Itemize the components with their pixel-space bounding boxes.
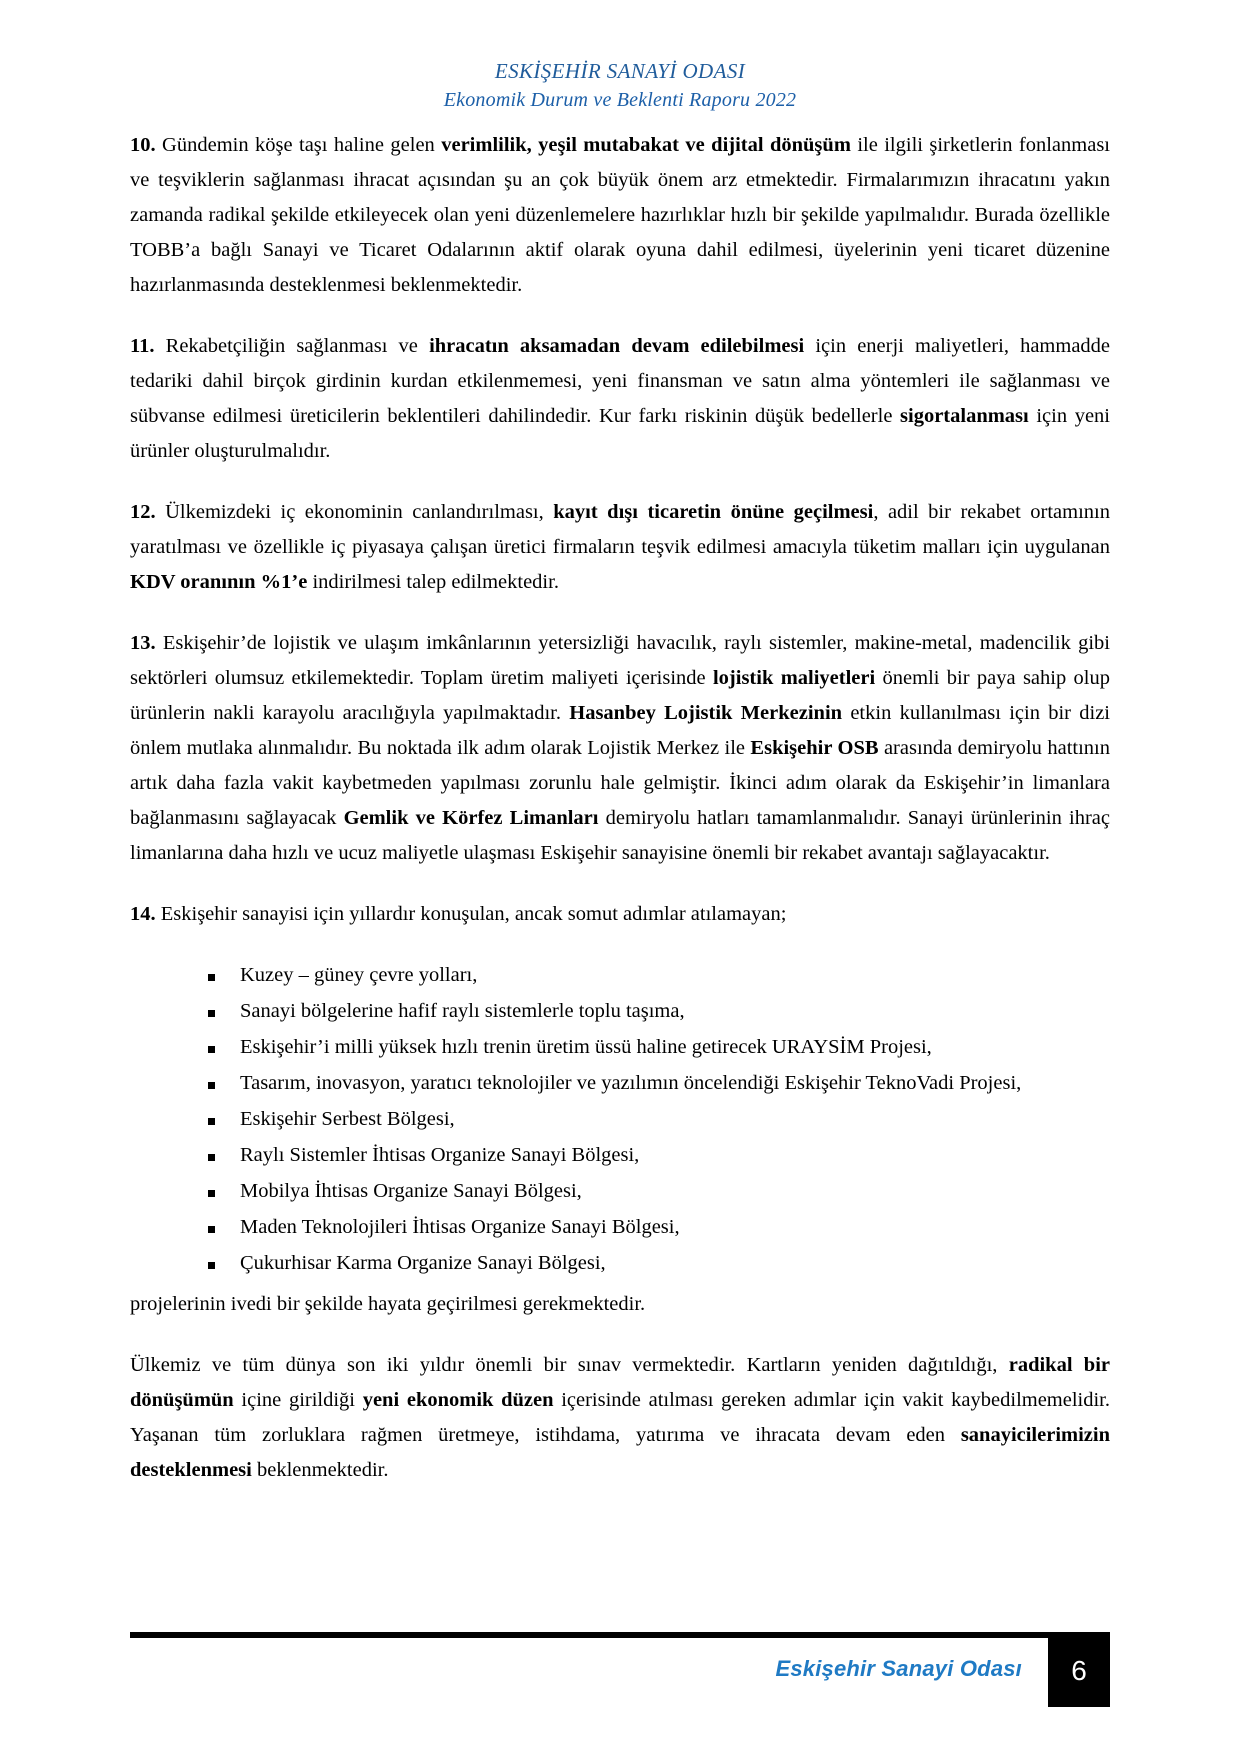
list-item: Tasarım, inovasyon, yaratıcı teknolojiler ve yazılımın öncelendiği Eskişehir TeknoVadi Projesi, — [208, 1066, 1110, 1101]
paragraph-number-11: 11. — [130, 335, 155, 357]
paragraph-11-text: Rekabetçiliğin sağlanması ve ihracatın aksamadan devam edilebilmesi için enerji maliyetleri, hammadde tedariki dahil birçok girdinin kurdan etkilenmemesi, yeni finansman ve satın alma yöntemleri ile sağlanması ve sübvanse edilmesi üreticilerin beklentileri dahilindedir. Kur farkı riskinin düşük bedellerle sigortalanması için yeni ürünler oluşturulmalıdır. — [130, 335, 1111, 462]
paragraph-13 — [130, 626, 1110, 871]
paragraph-11 — [130, 329, 1110, 469]
paragraph-number-13: 13. — [130, 632, 156, 654]
page-number: 6 — [1048, 1635, 1110, 1707]
paragraph-closing: Ülkemiz ve tüm dünya son iki yıldır önemli bir sınav vermektedir. Kartların yeniden dağıtıldığı, radikal bir dönüşümün içine girildiği yeni ekonomik düzen içerisinde atılması gereken adımlar için vakit kaybedilmemelidir. Yaşanan tüm zorluklara rağmen üretmeye, istihdama, yatırıma ve ihracata devam eden sanayicilerimizin desteklenmesi beklenmektedir. — [130, 1354, 1111, 1481]
list-item: Kuzey – güney çevre yolları, — [208, 958, 1110, 993]
paragraph-12-text: Ülkemizdeki iç ekonominin canlandırılması, kayıt dışı ticaretin önüne geçilmesi, adil bir rekabet ortamının yaratılması ve özellikle iç piyasaya çalışan üretici firmaların teşvik edilmesi amacıyla tüketim malları için uygulanan KDV oranının %1’e indirilmesi talep edilmektedir. — [130, 501, 1110, 593]
paragraph-number-12: 12. — [130, 501, 156, 523]
paragraph-10-text: Gündemin köşe taşı haline gelen verimlilik, yeşil mutabakat ve dijital dönüşüm ile ilgili şirketlerin fonlanması ve teşviklerin sağlanması ihracat açısından şu an çok büyük önem arz etmektedir. Firmalarımızın ihracatını yakın zamanda radikal şekilde etkileyecek olan yeni düzenlemelere hazırlıklar hızlı bir şekilde yapılmalıdır. Burada özellikle TOBB’a bağlı Sanayi ve Ticaret Odalarının aktif olarak oyuna dahil edilmesi, üyelerinin yeni ticaret düzenine hazırlanmasında desteklenmesi beklenmektedir. — [130, 134, 1110, 296]
header-report-title: Ekonomik Durum ve Beklenti Raporu 2022 — [443, 89, 797, 112]
paragraph-10 — [130, 128, 1110, 303]
paragraph-number-10: 10. — [130, 134, 156, 156]
list-item: Sanayi bölgelerine hafif raylı sistemlerle toplu taşıma, — [208, 994, 1110, 1029]
paragraph-number-14: 14. — [130, 903, 156, 925]
list-item: Mobilya İhtisas Organize Sanayi Bölgesi, — [208, 1174, 1110, 1209]
document-body — [130, 128, 1110, 1488]
list-item: Eskişehir Serbest Bölgesi, — [208, 1102, 1110, 1137]
paragraph-14 — [130, 897, 1110, 932]
paragraph-12 — [130, 495, 1110, 600]
page-header — [0, 58, 1240, 113]
paragraph-13-text: Eskişehir’de lojistik ve ulaşım imkânlarının yetersizliği havacılık, raylı sistemler, makine-metal, madencilik gibi sektörleri olumsuz etkilemektedir. Toplam üretim maliyeti içerisinde lojistik maliyetleri önemli bir paya sahip olup ürünlerin nakli karayolu aracılığıyla yapılmaktadır. Hasanbey Lojistik Merkezinin etkin kullanılması için bir dizi önlem mutlaka alınmalıdır. Bu noktada ilk adım olarak Lojistik Merkez ile Eskişehir OSB arasında demiryolu hattının artık daha fazla vakit kaybetmeden yapılması zorunlu hale gelmiştir. İkinci adım olarak da Eskişehir’in limanlara bağlanmasını sağlayacak Gemlik ve Körfez Limanları demiryolu hatları tamamlanmalıdır. Sanayi ürünlerinin ihraç limanlarına daha hızlı ve ucuz maliyetle ulaşması Eskişehir sanayisine önemli bir rekabet avantajı sağlayacaktır. — [130, 632, 1111, 864]
list-item: Maden Teknolojileri İhtisas Organize Sanayi Bölgesi, — [208, 1210, 1110, 1245]
paragraph-after-list: projelerinin ivedi bir şekilde hayata geçirilmesi gerekmektedir. — [130, 1293, 646, 1315]
footer-brand: Eskişehir Sanayi Odası — [775, 1656, 1022, 1681]
header-organization: ESKİŞEHİR SANAYİ ODASI — [494, 59, 746, 83]
list-item: Eskişehir’i milli yüksek hızlı trenin üretim üssü haline getirecek URAYSİM Projesi, — [208, 1030, 1110, 1065]
paragraph-14-text: Eskişehir sanayisi için yıllardır konuşulan, ancak somut adımlar atılamayan; — [155, 903, 787, 925]
project-list — [130, 958, 1110, 1281]
footer-divider — [130, 1632, 1110, 1638]
page-footer — [130, 1610, 1110, 1710]
list-item: Çukurhisar Karma Organize Sanayi Bölgesi, — [208, 1246, 1110, 1281]
list-item: Raylı Sistemler İhtisas Organize Sanayi Bölgesi, — [208, 1138, 1110, 1173]
